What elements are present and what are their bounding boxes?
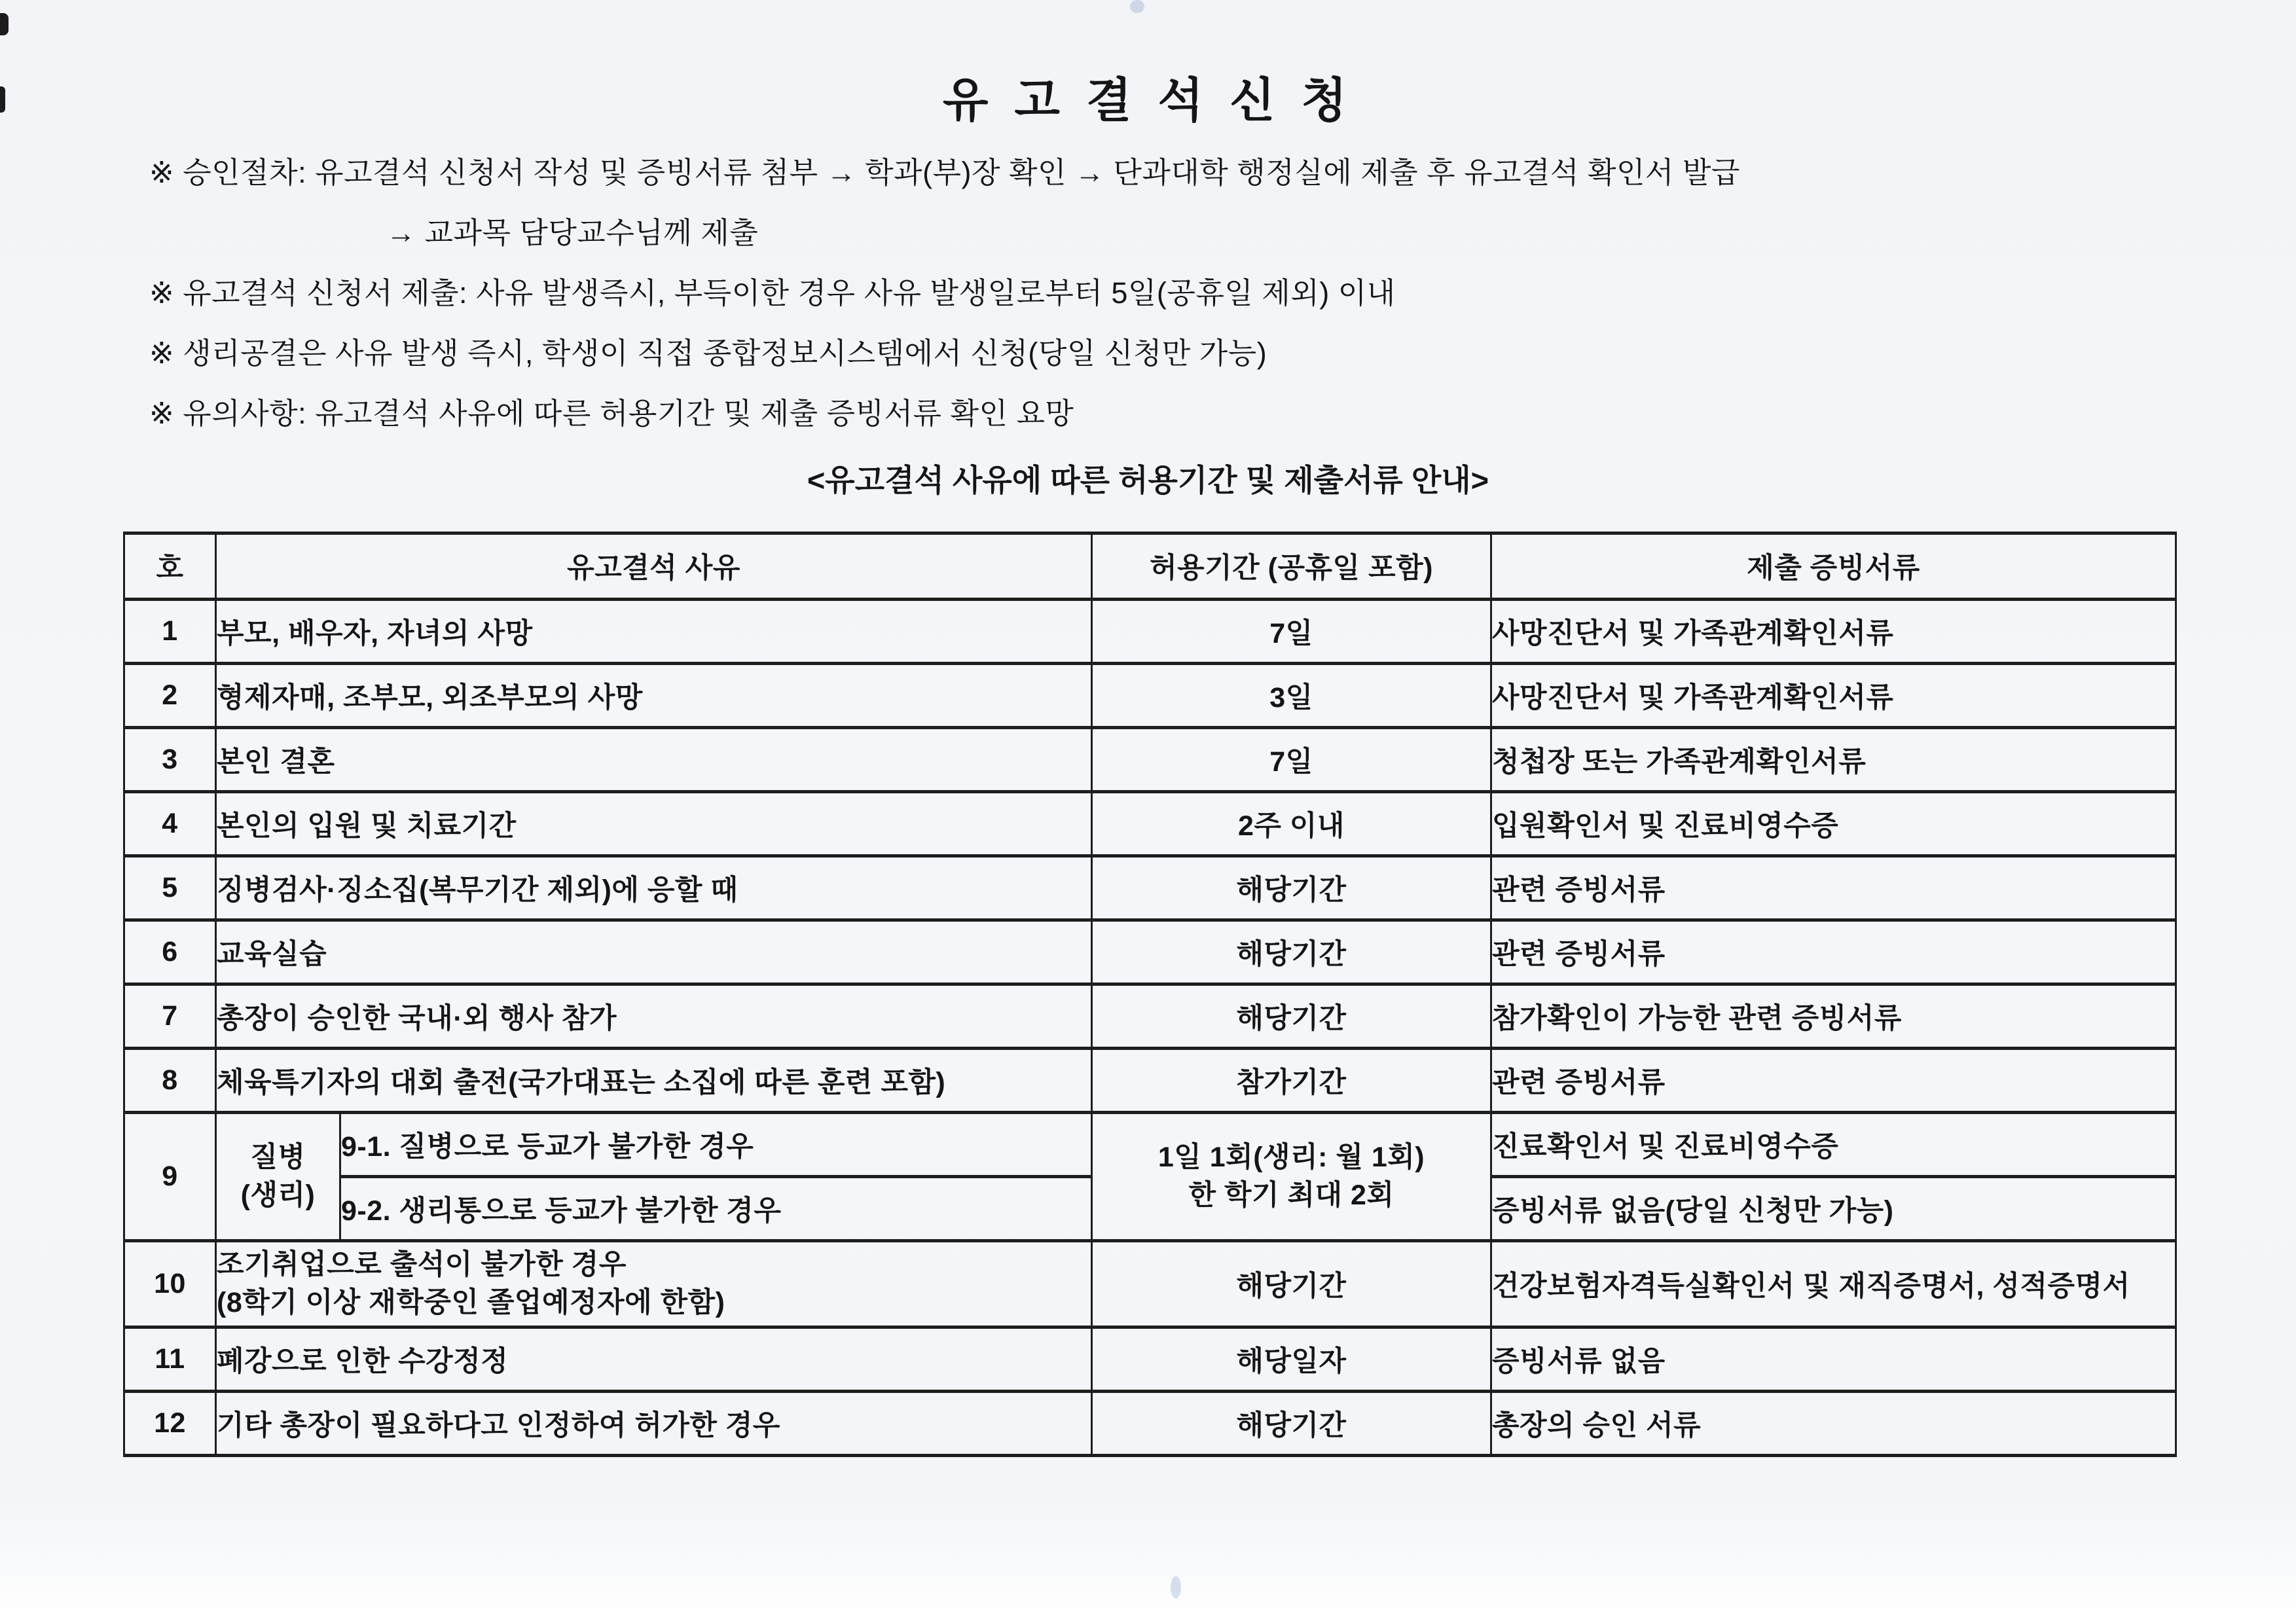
reason-line1: 조기취업으로 출석이 불가한 경우 bbox=[217, 1249, 627, 1281]
header-no: 호 bbox=[124, 533, 216, 599]
scan-artifact bbox=[0, 86, 5, 113]
cell-no: 12 bbox=[124, 1391, 216, 1455]
cell-docs: 참가확인이 가능한 관련 증빙서류 bbox=[1491, 984, 2176, 1048]
cell-docs: 증빙서류 없음 bbox=[1491, 1327, 2176, 1391]
cell-no: 4 bbox=[124, 791, 216, 856]
reason-line2: (8학기 이상 재학중인 졸업예정자에 한함) bbox=[217, 1287, 725, 1319]
cell-period: 7일 bbox=[1092, 599, 1491, 663]
cell-docs: 관련 증빙서류 bbox=[1491, 856, 2176, 920]
category-line1: 질병 bbox=[250, 1142, 306, 1174]
note-approval-line2: → 교과목 담당교수님께 제출 bbox=[386, 216, 759, 249]
cell-reason: 본인의 입원 및 치료기간 bbox=[216, 791, 1092, 856]
period-line2: 한 학기 최대 2회 bbox=[1188, 1180, 1394, 1212]
cell-reason: 체육특기자의 대회 출전(국가대표는 소집에 따른 훈련 포함) bbox=[216, 1048, 1092, 1112]
category-line2: (생리) bbox=[240, 1180, 316, 1212]
cell-docs-9-1: 진료확인서 및 진료비영수증 bbox=[1491, 1112, 2176, 1176]
cell-reason: 교육실습 bbox=[216, 920, 1092, 984]
cell-docs: 청첩장 또는 가족관계확인서류 bbox=[1491, 727, 2176, 791]
cell-period: 해당기간 bbox=[1092, 856, 1491, 920]
note-submission-deadline: ※ 유고결석 신청서 제출: 사유 발생즉시, 부득이한 경우 사유 발생일로부터 5일(공휴일 제외) 이내 bbox=[149, 276, 1396, 310]
absence-reason-table bbox=[123, 532, 2177, 1457]
table-row bbox=[124, 599, 2176, 663]
table-row bbox=[124, 791, 2176, 856]
table-row bbox=[124, 856, 2176, 920]
cell-docs: 건강보험자격득실확인서 및 재직증명서, 성적증명서 bbox=[1491, 1240, 2176, 1327]
cell-reason: 기타 총장이 필요하다고 인정하여 허가한 경우 bbox=[216, 1391, 1092, 1455]
cell-period: 3일 bbox=[1092, 663, 1491, 727]
cell-period: 참가기간 bbox=[1092, 1048, 1491, 1112]
cell-docs: 사망진단서 및 가족관계확인서류 bbox=[1491, 599, 2176, 663]
cell-no: 7 bbox=[124, 984, 216, 1048]
cell-no: 6 bbox=[124, 920, 216, 984]
cell-no: 10 bbox=[124, 1240, 216, 1327]
scan-artifact bbox=[0, 13, 9, 35]
cell-period: 7일 bbox=[1092, 727, 1491, 791]
cell-period: 해당기간 bbox=[1092, 1391, 1491, 1455]
cell-no: 8 bbox=[124, 1048, 216, 1112]
cell-docs: 총장의 승인 서류 bbox=[1491, 1391, 2176, 1455]
cell-docs-9-2: 증빙서류 없음(당일 신청만 가능) bbox=[1491, 1176, 2176, 1240]
table-caption: <유고결석 사유에 따른 허용기간 및 제출서류 안내> bbox=[807, 463, 1489, 497]
scan-smudge bbox=[1130, 0, 1144, 13]
note-approval-line1: ※ 승인절차: 유고결석 신청서 작성 및 증빙서류 첨부 → 학과(부)장 확인 → 단과대학 행정실에 제출 후 유고결석 확인서 발급 bbox=[149, 156, 1740, 189]
table-row bbox=[124, 1327, 2176, 1391]
cell-reason-9-2: 9-2. 생리통으로 등교가 불가한 경우 bbox=[340, 1176, 1092, 1240]
table-header-row bbox=[124, 533, 2176, 599]
scan-smudge bbox=[1171, 1576, 1181, 1598]
cell-docs: 입원확인서 및 진료비영수증 bbox=[1491, 791, 2176, 856]
header-docs: 제출 증빙서류 bbox=[1491, 533, 2176, 599]
table-row bbox=[124, 984, 2176, 1048]
table-row bbox=[124, 727, 2176, 791]
table-row bbox=[124, 1048, 2176, 1112]
cell-reason: 폐강으로 인한 수강정정 bbox=[216, 1327, 1092, 1391]
cell-no: 1 bbox=[124, 599, 216, 663]
cell-no: 5 bbox=[124, 856, 216, 920]
cell-period: 해당기간 bbox=[1092, 1240, 1491, 1327]
cell-reason-9-1: 9-1. 질병으로 등교가 불가한 경우 bbox=[340, 1112, 1092, 1176]
cell-reason bbox=[216, 1240, 1092, 1327]
cell-no: 9 bbox=[124, 1112, 216, 1240]
page-title: 유 고 결 석 신 청 bbox=[942, 75, 1354, 127]
cell-period: 해당기간 bbox=[1092, 984, 1491, 1048]
table-row bbox=[124, 920, 2176, 984]
table-row-9-sub1 bbox=[124, 1112, 2176, 1176]
cell-period: 2주 이내 bbox=[1092, 791, 1491, 856]
table-row bbox=[124, 1240, 2176, 1327]
cell-no: 3 bbox=[124, 727, 216, 791]
period-line1: 1일 1회(생리: 월 1회) bbox=[1157, 1142, 1425, 1174]
cell-reason: 형제자매, 조부모, 외조부모의 사망 bbox=[216, 663, 1092, 727]
header-period: 허용기간 (공휴일 포함) bbox=[1092, 533, 1491, 599]
cell-reason: 징병검사·징소집(복무기간 제외)에 응할 때 bbox=[216, 856, 1092, 920]
notes-section bbox=[149, 156, 2191, 431]
cell-no: 2 bbox=[124, 663, 216, 727]
note-caution: ※ 유의사항: 유고결석 사유에 따른 허용기간 및 제출 증빙서류 확인 요망 bbox=[149, 397, 1074, 430]
cell-reason: 부모, 배우자, 자녀의 사망 bbox=[216, 599, 1092, 663]
cell-reason: 총장이 승인한 국내·외 행사 참가 bbox=[216, 984, 1092, 1048]
cell-no: 11 bbox=[124, 1327, 216, 1391]
header-reason: 유고결석 사유 bbox=[216, 533, 1092, 599]
cell-docs: 사망진단서 및 가족관계확인서류 bbox=[1491, 663, 2176, 727]
cell-period: 해당기간 bbox=[1092, 920, 1491, 984]
table-row bbox=[124, 1391, 2176, 1455]
cell-period-9 bbox=[1092, 1112, 1491, 1240]
cell-period: 해당일자 bbox=[1092, 1327, 1491, 1391]
cell-docs: 관련 증빙서류 bbox=[1491, 1048, 2176, 1112]
note-approval-procedure bbox=[149, 156, 2191, 250]
cell-docs: 관련 증빙서류 bbox=[1491, 920, 2176, 984]
cell-category-illness-menstrual bbox=[216, 1112, 340, 1240]
cell-reason: 본인 결혼 bbox=[216, 727, 1092, 791]
note-menstrual-absence: ※ 생리공결은 사유 발생 즉시, 학생이 직접 종합정보시스템에서 신청(당일 신청만 가능) bbox=[149, 336, 1267, 370]
table-row bbox=[124, 663, 2176, 727]
